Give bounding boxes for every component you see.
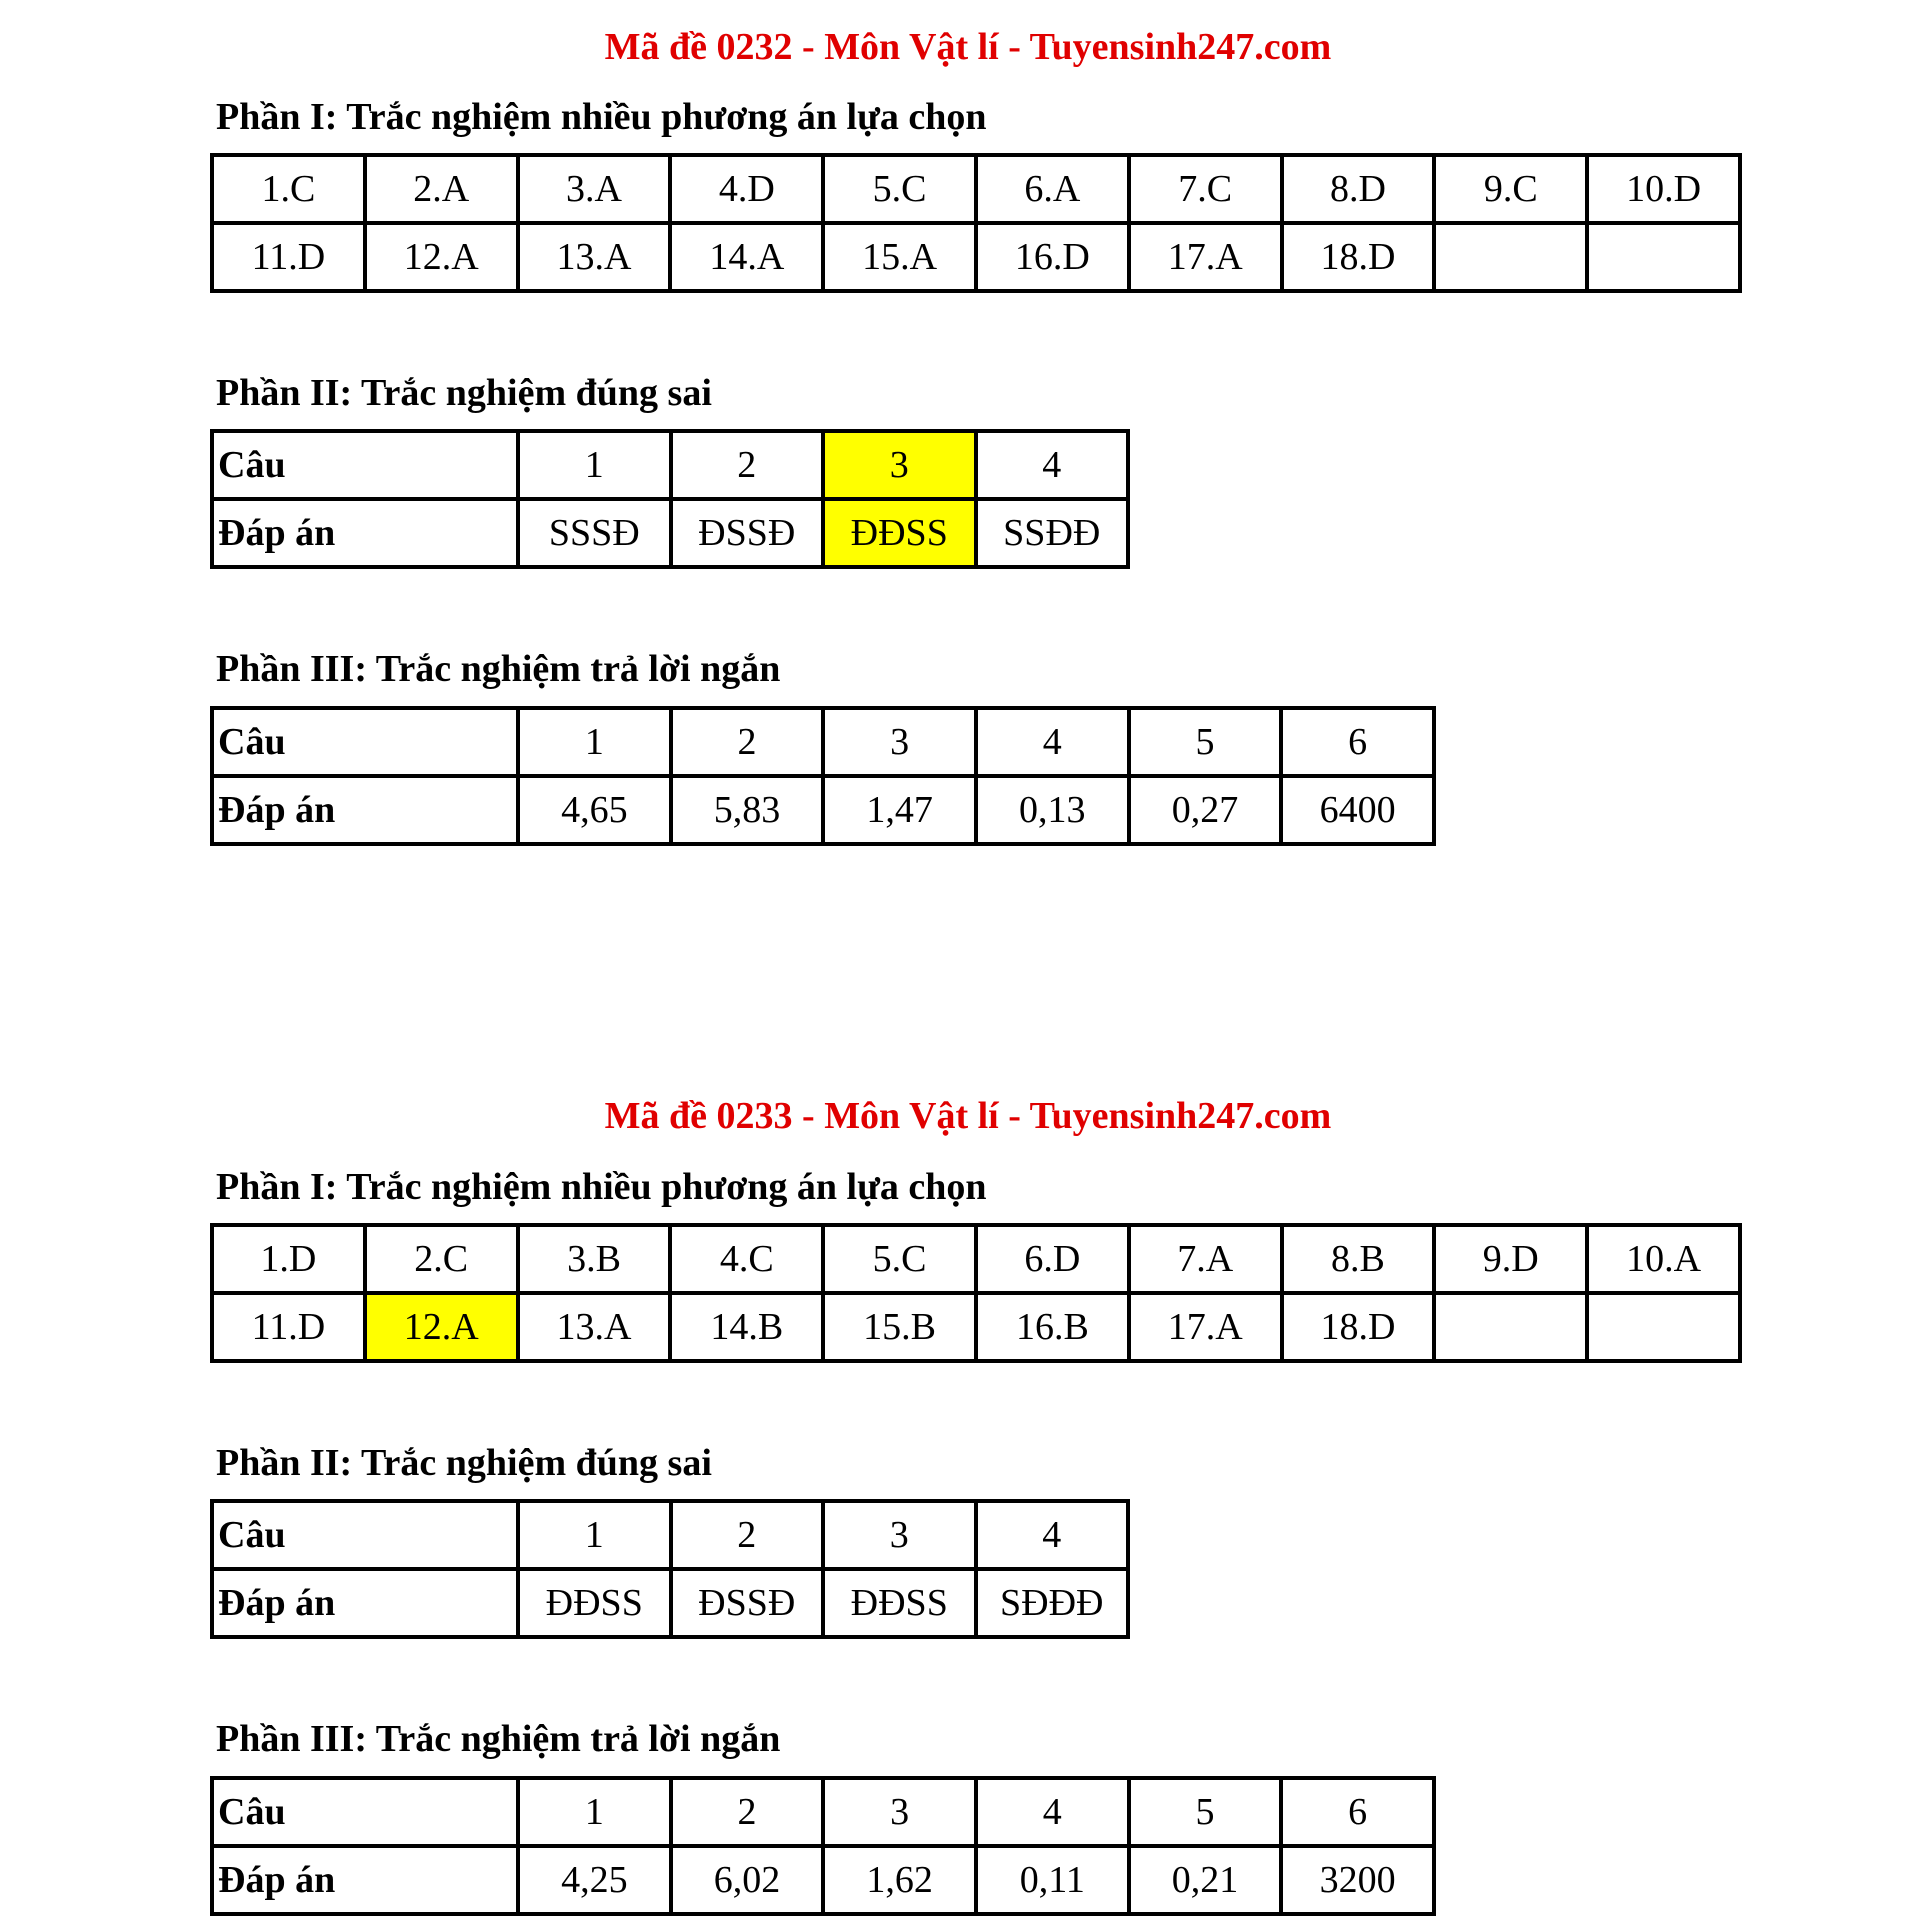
answer-cell: 12.A — [365, 223, 518, 291]
answer-cell-highlighted: ĐĐSS — [823, 499, 976, 567]
answer-cell: 1,62 — [823, 1846, 976, 1914]
table-row — [212, 223, 1740, 291]
answer-cell — [1587, 1293, 1740, 1361]
answer-cell: 13.A — [518, 223, 671, 291]
answer-cell: 16.D — [976, 223, 1129, 291]
table-row — [212, 1293, 1740, 1361]
question-number: 3 — [823, 1501, 976, 1569]
row-label-question: Câu — [212, 431, 518, 499]
answer-cell: 5.C — [823, 155, 976, 223]
row-label-answer: Đáp án — [212, 776, 518, 844]
part2-answer-table — [210, 429, 1130, 569]
answer-cell: 5,83 — [671, 776, 824, 844]
answer-cell — [1587, 223, 1740, 291]
part3-answer-table — [210, 1776, 1436, 1916]
question-number: 3 — [823, 708, 976, 776]
answer-cell: 14.A — [670, 223, 823, 291]
exam-title: Mã đề 0232 - Môn Vật lí - Tuyensinh247.com — [604, 26, 1332, 68]
answer-cell: 17.A — [1129, 223, 1282, 291]
table-row — [212, 1501, 1128, 1569]
question-number: 4 — [976, 708, 1129, 776]
answer-cell: 3.B — [518, 1225, 671, 1293]
answer-cell: 0,27 — [1129, 776, 1282, 844]
answer-cell: 18.D — [1282, 223, 1435, 291]
row-label-answer: Đáp án — [212, 1569, 518, 1637]
answer-cell: SSSĐ — [518, 499, 671, 567]
answer-cell: 1.C — [212, 155, 365, 223]
part2-heading: Phần II: Trắc nghiệm đúng sai — [216, 1442, 712, 1484]
answer-cell: 4,65 — [518, 776, 671, 844]
answer-cell: ĐSSĐ — [671, 499, 824, 567]
answer-cell: 10.A — [1587, 1225, 1740, 1293]
answer-cell: 4.C — [670, 1225, 823, 1293]
exam-title: Mã đề 0233 - Môn Vật lí - Tuyensinh247.com — [604, 1095, 1332, 1137]
question-number: 6 — [1281, 708, 1434, 776]
row-label-answer: Đáp án — [212, 499, 518, 567]
row-label-question: Câu — [212, 1501, 518, 1569]
answer-cell: 6.A — [976, 155, 1129, 223]
answer-cell: 13.A — [518, 1293, 671, 1361]
answer-cell: 9.C — [1434, 155, 1587, 223]
answer-cell: 0,11 — [976, 1846, 1129, 1914]
answer-cell: 2.C — [365, 1225, 518, 1293]
table-row — [212, 1569, 1128, 1637]
answer-cell: 2.A — [365, 155, 518, 223]
table-row — [212, 1225, 1740, 1293]
question-number: 2 — [671, 1501, 824, 1569]
question-number-highlighted: 3 — [823, 431, 976, 499]
table-row — [212, 708, 1434, 776]
row-label-question: Câu — [212, 1778, 518, 1846]
row-label-question: Câu — [212, 708, 518, 776]
answer-cell — [1434, 1293, 1587, 1361]
answer-cell: 4,25 — [518, 1846, 671, 1914]
answer-cell: SSĐĐ — [976, 499, 1129, 567]
row-label-answer: Đáp án — [212, 1846, 518, 1914]
table-row — [212, 431, 1128, 499]
answer-cell-highlighted: 12.A — [365, 1293, 518, 1361]
answer-cell: 15.B — [823, 1293, 976, 1361]
answer-cell: ĐSSĐ — [671, 1569, 824, 1637]
table-row — [212, 776, 1434, 844]
answer-cell: 5.C — [823, 1225, 976, 1293]
question-number: 1 — [518, 1501, 671, 1569]
part3-heading: Phần III: Trắc nghiệm trả lời ngắn — [216, 1718, 781, 1760]
answer-cell: ĐĐSS — [823, 1569, 976, 1637]
part1-answer-table — [210, 1223, 1742, 1363]
answer-cell: 15.A — [823, 223, 976, 291]
answer-cell: 8.B — [1282, 1225, 1435, 1293]
answer-cell: 3.A — [518, 155, 671, 223]
answer-cell: ĐĐSS — [518, 1569, 671, 1637]
part1-answer-table — [210, 153, 1742, 293]
question-number: 2 — [671, 431, 824, 499]
question-number: 3 — [823, 1778, 976, 1846]
question-number: 4 — [976, 431, 1129, 499]
answer-cell: 6,02 — [671, 1846, 824, 1914]
question-number: 5 — [1129, 1778, 1282, 1846]
answer-cell: 7.C — [1129, 155, 1282, 223]
question-number: 4 — [976, 1778, 1129, 1846]
answer-cell: SĐĐĐ — [976, 1569, 1129, 1637]
answer-cell: 16.B — [976, 1293, 1129, 1361]
part2-answer-table — [210, 1499, 1130, 1639]
part3-heading: Phần III: Trắc nghiệm trả lời ngắn — [216, 648, 781, 690]
question-number: 1 — [518, 431, 671, 499]
question-number: 4 — [976, 1501, 1129, 1569]
question-number: 1 — [518, 708, 671, 776]
answer-cell: 7.A — [1129, 1225, 1282, 1293]
table-row — [212, 1778, 1434, 1846]
question-number: 2 — [671, 708, 824, 776]
answer-cell: 3200 — [1281, 1846, 1434, 1914]
part2-heading: Phần II: Trắc nghiệm đúng sai — [216, 372, 712, 414]
answer-cell — [1434, 223, 1587, 291]
answer-cell: 11.D — [212, 1293, 365, 1361]
answer-cell: 1.D — [212, 1225, 365, 1293]
part1-heading: Phần I: Trắc nghiệm nhiều phương án lựa chọn — [216, 96, 987, 138]
part1-heading: Phần I: Trắc nghiệm nhiều phương án lựa chọn — [216, 1166, 987, 1208]
part3-answer-table — [210, 706, 1436, 846]
answer-cell: 6.D — [976, 1225, 1129, 1293]
answer-cell: 8.D — [1282, 155, 1435, 223]
answer-cell: 6400 — [1281, 776, 1434, 844]
question-number: 6 — [1281, 1778, 1434, 1846]
answer-cell: 14.B — [670, 1293, 823, 1361]
answer-cell: 9.D — [1434, 1225, 1587, 1293]
question-number: 2 — [671, 1778, 824, 1846]
answer-cell: 17.A — [1129, 1293, 1282, 1361]
table-row — [212, 155, 1740, 223]
answer-cell: 1,47 — [823, 776, 976, 844]
answer-cell: 4.D — [670, 155, 823, 223]
table-row — [212, 499, 1128, 567]
question-number: 1 — [518, 1778, 671, 1846]
answer-cell: 0,21 — [1129, 1846, 1282, 1914]
answer-cell: 0,13 — [976, 776, 1129, 844]
table-row — [212, 1846, 1434, 1914]
answer-cell: 11.D — [212, 223, 365, 291]
answer-cell: 10.D — [1587, 155, 1740, 223]
answer-cell: 18.D — [1282, 1293, 1435, 1361]
question-number: 5 — [1129, 708, 1282, 776]
